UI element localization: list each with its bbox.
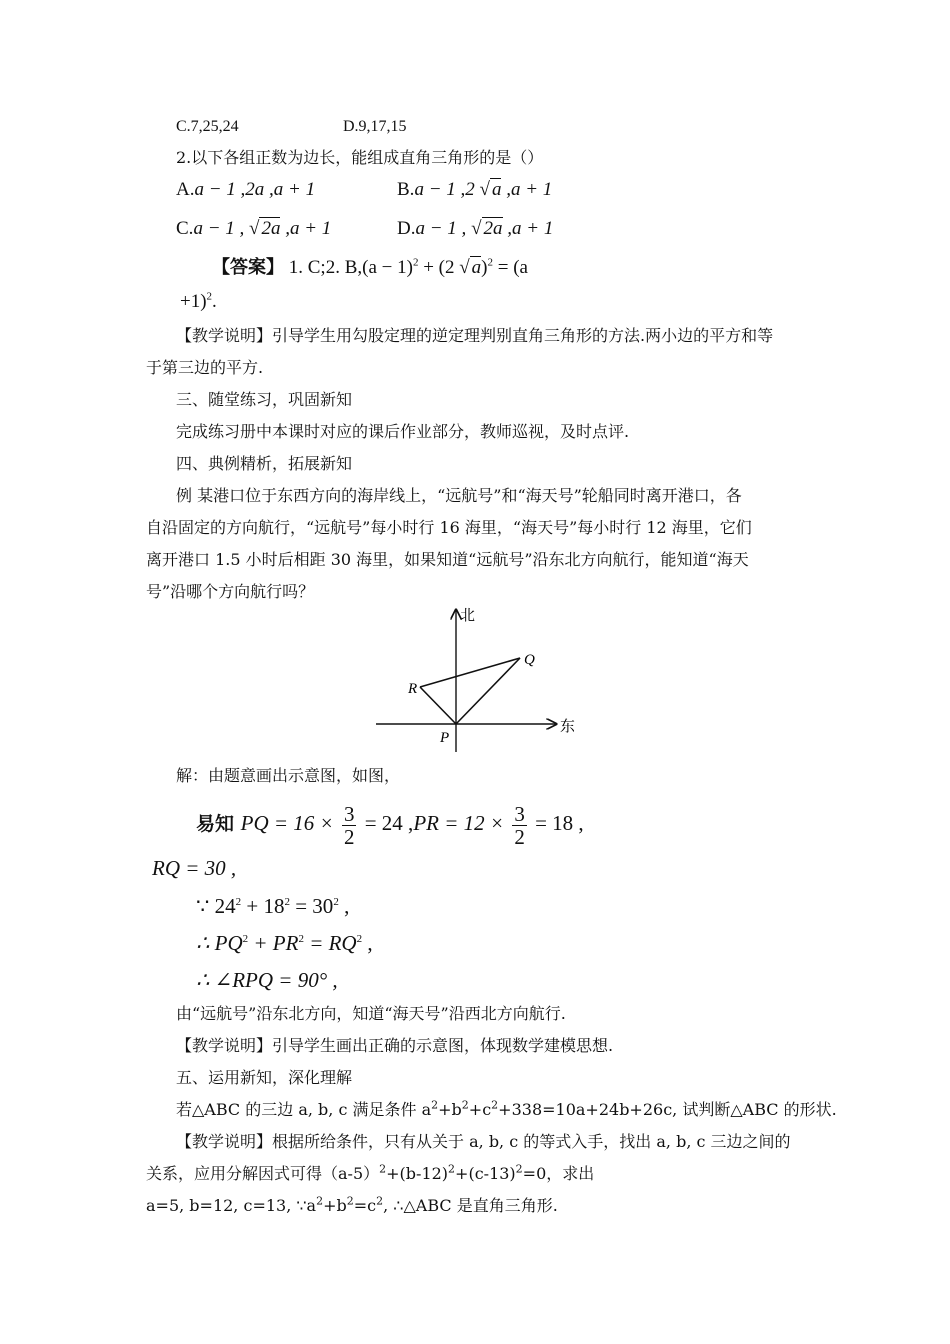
solution-intro: 解：由题意画出示意图，如图， — [176, 766, 401, 785]
fraction-3-2-b: $\frac{3}{2}$ — [514, 801, 525, 849]
solution-line-5: ∴ ∠RPQ = 90° , — [196, 968, 338, 992]
q2-option-d: D.a − 1 , √ 2a ,a + 1 — [397, 218, 554, 239]
solution-line-3: ∵ $24^2 + 18^2 = 30^2$ , — [196, 894, 350, 918]
example-line-1: 例 某港口位于东西方向的海岸线上，“远航号”和“海天号”轮船同时离开港口，各 — [176, 486, 742, 505]
teaching-note-3: 【教学说明】根据所给条件，只有从关于 a, b, c 的等式入手，找出 a, b, c 三边之间的 — [176, 1132, 791, 1151]
solution-line-1: 易知 PQ = 16 × $\frac{3}{2}$ = 24 ,PR = 12 × $\frac{3}{2}$ = 18 , — [196, 801, 584, 849]
teaching-note-3-line-3: a=5, b=12, c=13, $\because a^2+b^2=c^2$, ∴△ABC 是直角三角形. — [146, 1194, 558, 1215]
option-d: D.9,17,15 — [343, 118, 407, 135]
example-line-2: 自沿固定的方向航行，“远航号”每小时行 16 海里，“海天号”每小时行 12 海里，它们 — [146, 518, 752, 537]
navigation-diagram — [372, 602, 602, 762]
example-line-3: 离开港口 1.5 小时后相距 30 海里，如果知道“远航号”沿东北方向航行，能知道“海天 — [146, 550, 749, 569]
section-4-title: 四、典例精析，拓展新知 — [176, 454, 353, 473]
section-5-title: 五、运用新知，深化理解 — [176, 1068, 353, 1087]
section-3-text: 完成练习册中本课时对应的课后作业部分，教师巡视，及时点评. — [176, 422, 630, 441]
question-2-stem: 2.以下各组正数为边长，能组成直角三角形的是（） — [176, 148, 544, 167]
option-c: C.7,25,24 — [176, 118, 239, 135]
q2-option-b: B.a − 1 ,2 √ a ,a + 1 — [397, 179, 553, 200]
north-label: 北 — [460, 608, 476, 624]
point-p-label: P — [440, 730, 450, 746]
example-line-4: 号”沿哪个方向航行吗？ — [146, 582, 315, 601]
teaching-note-3-line-2: 关系，应用分解因式可得$(a-5)^2+(b-12)^2+(c-13)^2=0$，求出 — [146, 1162, 595, 1183]
solution-conclusion: 由“远航号”沿东北方向，知道“海天号”沿西北方向航行. — [176, 1004, 566, 1023]
answer-line-2: +1)$^2$. — [180, 290, 217, 312]
east-label: 东 — [560, 719, 576, 735]
fraction-3-2: $\frac{3}{2}$ — [343, 801, 355, 849]
teaching-note-2: 【教学说明】引导学生画出正确的示意图，体现数学建模思想. — [176, 1036, 614, 1055]
teaching-note-1-cont: 于第三边的平方. — [146, 358, 264, 377]
section-5-question: 若△ABC 的三边 a, b, c 满足条件 $a^2+b^2+c^2+338=10a+24b+26c$, 试判断△ABC 的形状. — [176, 1098, 837, 1119]
point-q-label: Q — [524, 652, 535, 668]
segment-pr — [420, 687, 456, 724]
section-3-title: 三、随堂练习，巩固新知 — [176, 390, 353, 409]
answer-line-1: 【答案】 1. C;2. $B,(a - 1)^2 + (2$ √ a)$^2$ = (a — [212, 256, 528, 278]
teaching-note-1: 【教学说明】引导学生用勾股定理的逆定理判别直角三角形的方法.两小边的平方和等 — [176, 326, 774, 345]
point-r-label: R — [408, 681, 418, 697]
q2-option-a: A.a − 1 ,2a ,a + 1 — [176, 179, 316, 200]
q2-option-c: C.a − 1 , √ 2a ,a + 1 — [176, 218, 332, 239]
solution-line-4: ∴ $PQ^2 + PR^2 = RQ^2$ , — [196, 931, 373, 955]
solution-line-2: RQ = 30 , — [152, 856, 237, 880]
